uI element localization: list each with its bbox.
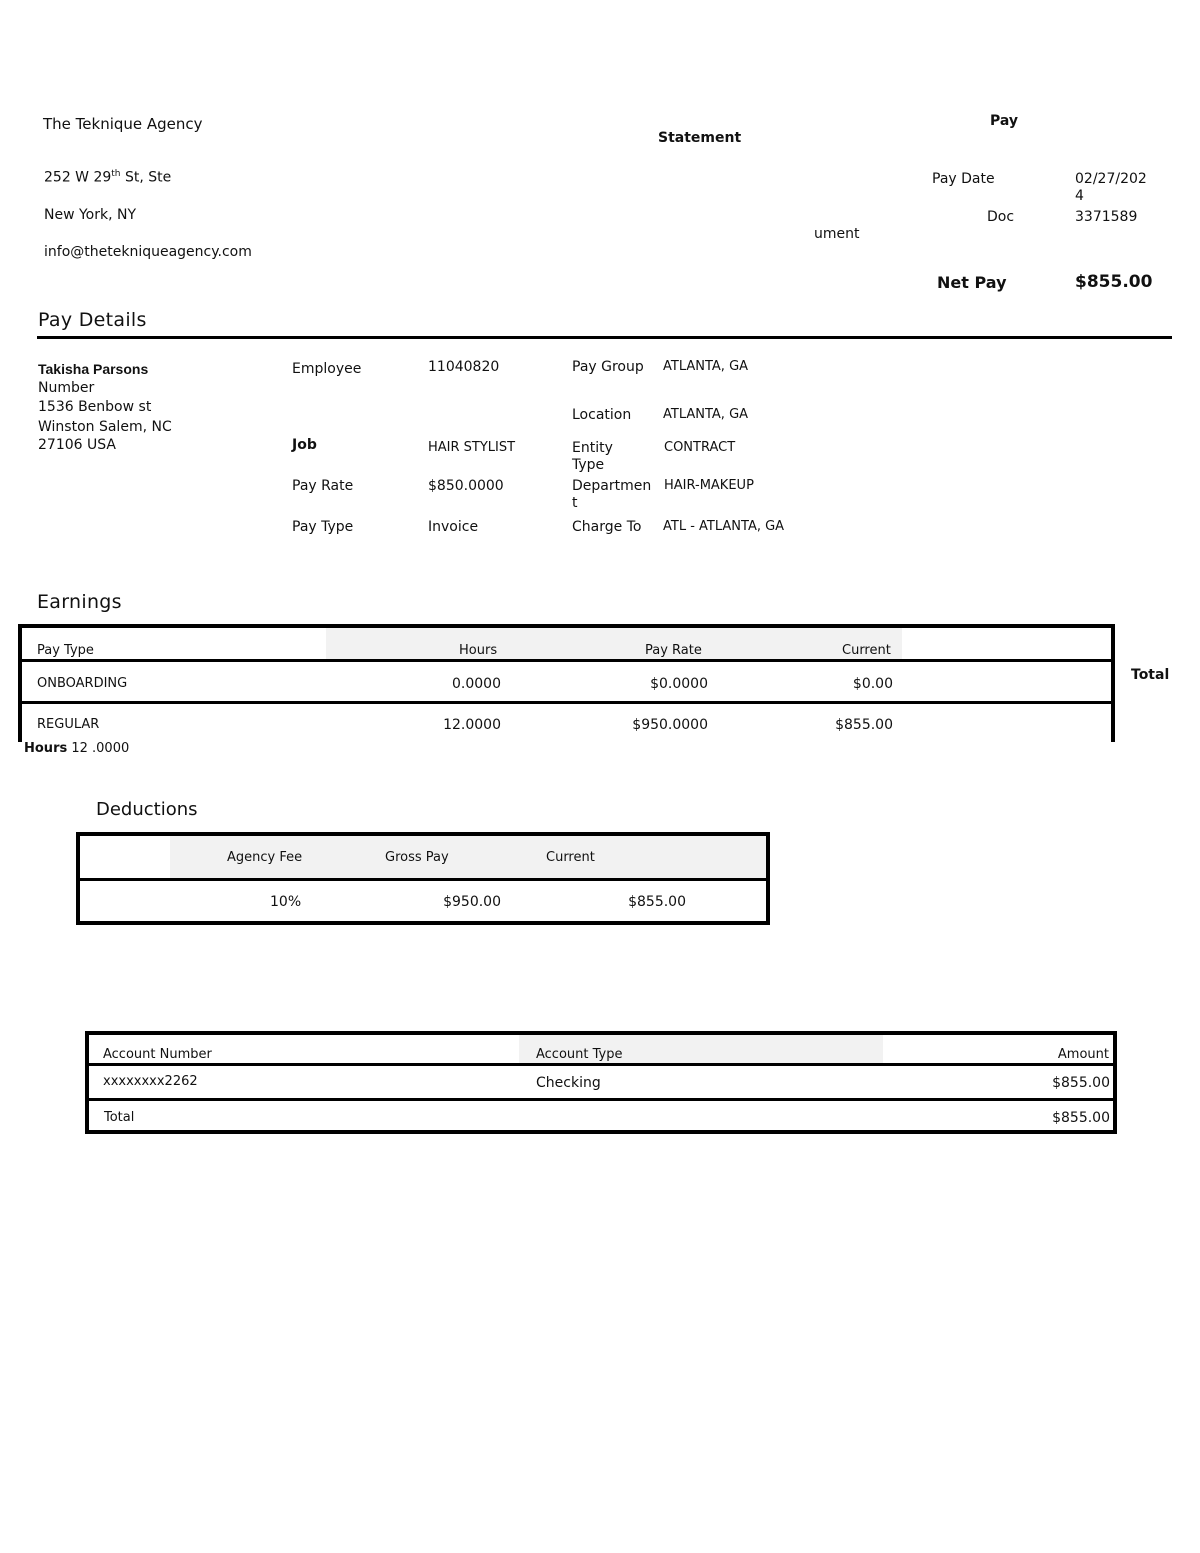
earnings-row-hours: 12.0000 <box>443 717 501 733</box>
earnings-row-pay-type: REGULAR <box>37 717 100 732</box>
statement-title-pay: Pay <box>990 113 1019 129</box>
earnings-header-current: Current <box>842 643 891 658</box>
deposit-account-type: Checking <box>536 1075 601 1091</box>
statement-title-statement: Statement <box>658 130 742 146</box>
employee-name: Takisha Parsons <box>38 361 149 377</box>
deposit-row-divider <box>89 1098 1113 1101</box>
net-pay-label: Net Pay <box>937 273 1007 292</box>
pay-type-label: Pay Type <box>292 519 354 535</box>
net-pay-value: $855.00 <box>1075 272 1153 292</box>
earnings-row-current: $0.00 <box>852 676 893 692</box>
department-value: HAIR-MAKEUP <box>664 478 754 493</box>
employee-address-line1: 1536 Benbow st <box>38 399 152 415</box>
pay-type-value: Invoice <box>428 519 479 535</box>
earnings-row-pay-rate: $0.0000 <box>650 676 708 692</box>
department-label-line1: Departmen <box>572 478 652 494</box>
earnings-header-shade <box>326 628 902 659</box>
department-label <box>572 478 651 512</box>
pay-date-label: Pay Date <box>932 171 995 187</box>
company-email[interactable]: info@thetekniqueagency.com <box>44 244 252 260</box>
pay-details-divider <box>37 336 1172 339</box>
deductions-header-agency-fee: Agency Fee <box>227 850 303 865</box>
company-name: The Teknique Agency <box>43 115 203 133</box>
deductions-gross-pay: $950.00 <box>443 894 501 910</box>
earnings-header-hours: Hours <box>459 643 498 658</box>
employee-id-label: Employee <box>292 361 362 377</box>
deposit-total-amount: $855.00 <box>1052 1110 1110 1126</box>
deposit-amount: $855.00 <box>1052 1075 1110 1091</box>
earnings-row-pay-type: ONBOARDING <box>37 676 128 691</box>
company-address-line1 <box>44 169 171 186</box>
pay-group-value: ATLANTA, GA <box>663 359 749 374</box>
company-address-line2: New York, NY <box>44 207 137 223</box>
deductions-header-divider <box>80 878 766 881</box>
earnings-row-hours: 0.0000 <box>452 676 501 692</box>
deductions-header-gross-pay: Gross Pay <box>385 850 449 865</box>
earnings-table <box>18 624 1115 742</box>
deposit-header-amount: Amount <box>1057 1047 1109 1062</box>
deductions-header-current: Current <box>546 850 595 865</box>
doc-label-continued: ument <box>814 226 860 242</box>
deductions-agency-fee: 10% <box>270 894 302 910</box>
deductions-table <box>76 832 770 925</box>
deductions-current: $855.00 <box>628 894 686 910</box>
entity-label-line2: Type <box>572 457 605 473</box>
deposit-header-account-number: Account Number <box>103 1047 212 1062</box>
earnings-row-divider <box>22 701 1111 704</box>
deposit-header-divider <box>89 1063 1113 1066</box>
deposit-account-number: xxxxxxxx2262 <box>103 1074 198 1089</box>
deposit-header-account-type: Account Type <box>536 1047 623 1062</box>
deposit-table <box>85 1031 1117 1134</box>
pay-details-heading: Pay Details <box>38 309 147 331</box>
entity-label-line1: Entity <box>572 440 613 456</box>
entity-type-label <box>572 440 613 474</box>
doc-label: Doc <box>987 209 1015 225</box>
department-label-line2: t <box>572 495 578 511</box>
earnings-header-divider <box>22 659 1111 662</box>
earnings-row-current: $855.00 <box>835 717 893 733</box>
hours-total-label: Hours <box>24 741 68 756</box>
pay-rate-value: $850.0000 <box>428 478 504 494</box>
employee-address-line2: Winston Salem, NC <box>38 419 172 435</box>
address-prefix: 252 W 29 <box>44 169 112 186</box>
pay-date-line1: 02/27/202 <box>1075 171 1147 187</box>
deductions-heading: Deductions <box>96 799 198 820</box>
earnings-header-pay-type: Pay Type <box>37 643 94 658</box>
entity-type-value: CONTRACT <box>664 440 736 455</box>
earnings-hours-total <box>24 741 129 756</box>
hours-total-value: 12 .0000 <box>71 741 130 756</box>
pay-group-label: Pay Group <box>572 359 644 375</box>
job-label: Job <box>292 437 317 453</box>
charge-to-value: ATL - ATLANTA, GA <box>663 519 785 534</box>
earnings-total-label: Total <box>1131 667 1170 683</box>
deposit-total-label: Total <box>104 1110 135 1125</box>
pay-date-line2: 4 <box>1075 188 1084 204</box>
location-label: Location <box>572 407 632 423</box>
employee-id-value: 11040820 <box>428 359 500 375</box>
charge-to-label: Charge To <box>572 519 642 535</box>
employee-address-line3: 27106 USA <box>38 437 116 453</box>
pay-date-value <box>1075 171 1147 205</box>
address-suffix: St, Ste <box>120 169 172 186</box>
earnings-header-pay-rate: Pay Rate <box>645 643 702 658</box>
earnings-row-pay-rate: $950.0000 <box>632 717 708 733</box>
employee-number-label: Number <box>38 380 95 396</box>
pay-rate-label: Pay Rate <box>292 478 354 494</box>
earnings-heading: Earnings <box>37 591 122 613</box>
address-superscript: th <box>111 169 121 179</box>
location-value: ATLANTA, GA <box>663 407 749 422</box>
doc-value: 3371589 <box>1075 209 1138 225</box>
job-value: HAIR STYLIST <box>428 440 516 455</box>
